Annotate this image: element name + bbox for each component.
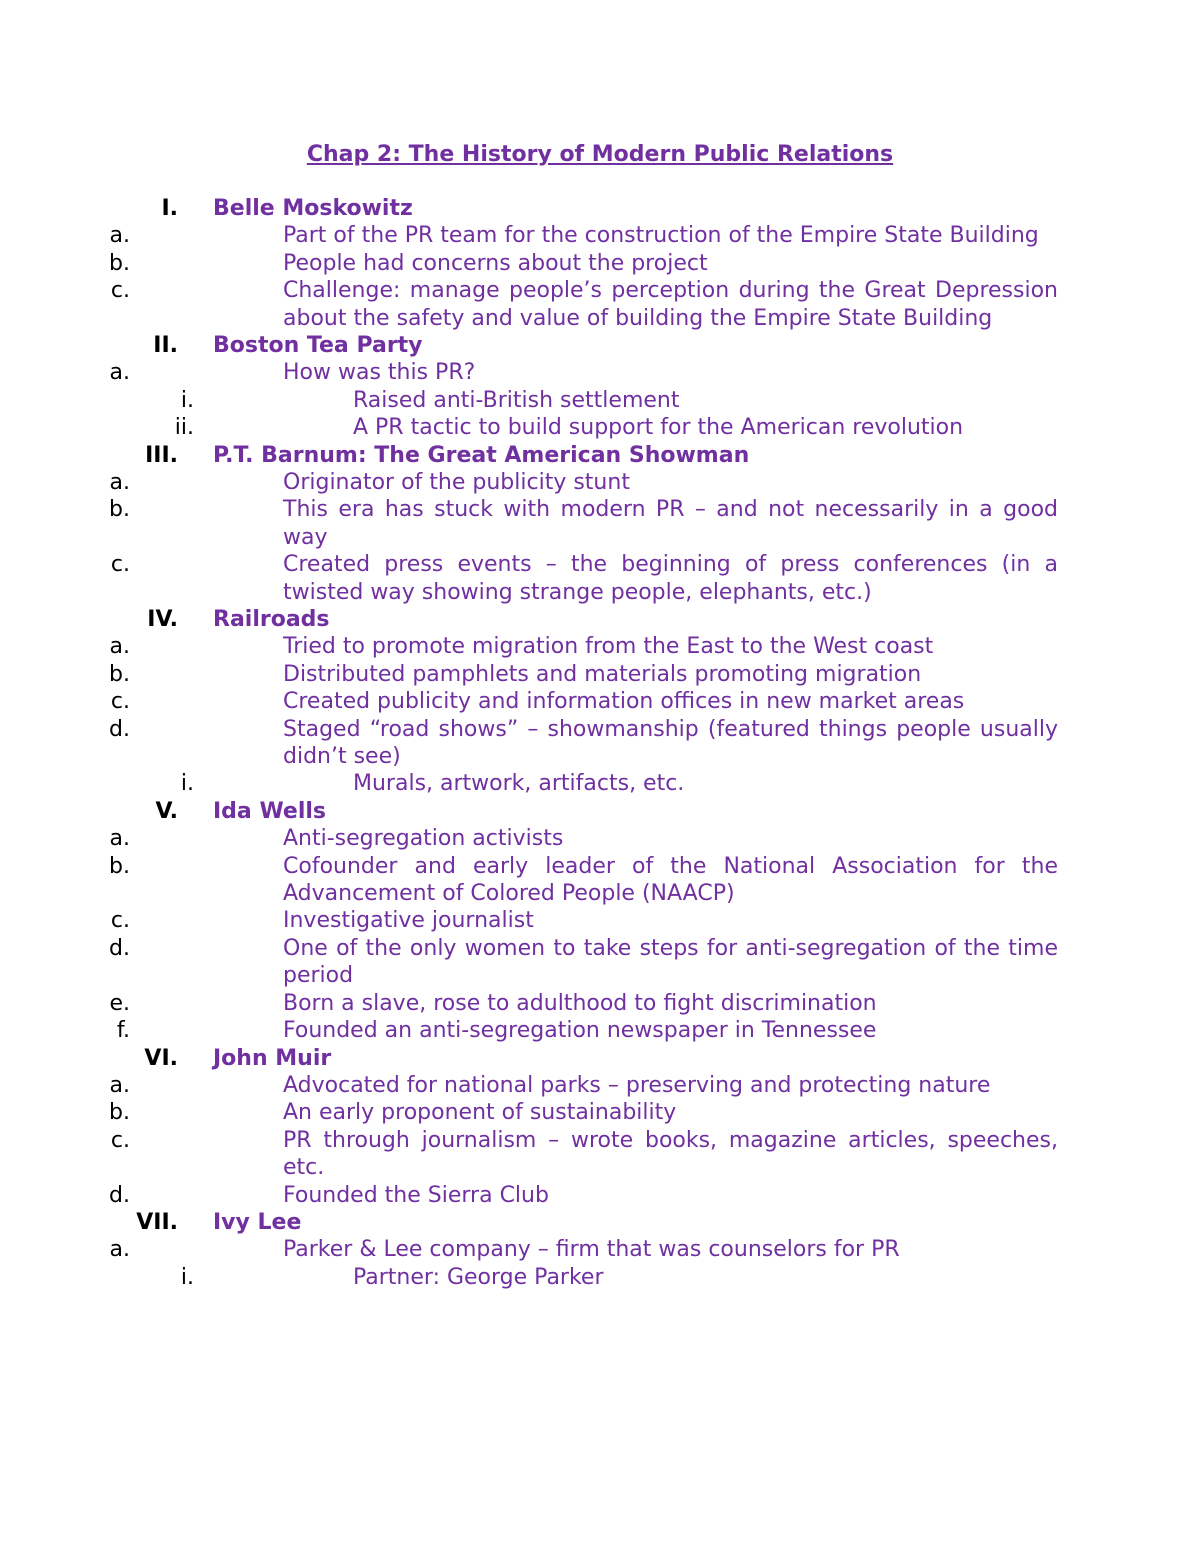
outline-item [0,1017,1058,1044]
subitem-label: i. [180,387,194,413]
outline-subitem [0,770,1058,797]
outline-item [0,935,1058,990]
item-label: d. [109,716,130,742]
section-heading [0,606,1200,633]
outline-item [0,633,1058,660]
item-text: Anti-segregation activists [283,826,564,852]
outline-item [0,990,1058,1017]
section-numeral: VII. [136,1209,178,1235]
section-numeral: I. [161,196,178,221]
section-title: Ivy Lee [213,1209,302,1235]
outline-subitem [0,387,1058,414]
item-text: Challenge: manage people’s perception during the Great Depression about the safety and value of building the Empire State Building [283,278,1058,331]
outline-subitem [0,414,1058,441]
item-text: Originator of the publicity stunt [283,470,630,496]
outline-section [0,798,1200,1045]
section-title: Boston Tea Party [213,333,423,359]
section-title: John Muir [213,1045,332,1071]
item-text: Distributed pamphlets and materials promoting migration [283,661,922,687]
outline-list [0,195,1200,1291]
item-text: Founded an anti-segregation newspaper in Tennessee [283,1018,877,1044]
outline-section [0,332,1200,442]
item-label: c. [110,1127,130,1153]
outline-item [0,1099,1058,1126]
item-label: c. [110,689,130,715]
section-heading [0,798,1200,825]
item-text: Cofounder and early leader of the National Association for the Advancement of Colored People (NAACP) [283,853,1058,907]
outline-section [0,442,1200,606]
outline-item [0,496,1058,551]
subitem-text: Partner: George Parker [353,1264,604,1290]
outline-item [0,1127,1058,1182]
section-heading [0,442,1200,469]
outline-item [0,661,1058,688]
item-text: One of the only women to take steps for anti-segregation of the time period [283,935,1058,989]
outline-item [0,688,1058,715]
section-title: P.T. Barnum: The Great American Showman [213,442,750,468]
item-label: c. [110,908,130,934]
item-text: Staged “road shows” – showmanship (featured things people usually didn’t see) [283,716,1058,770]
item-text: Created press events – the beginning of press conferences (in a twisted way showing strange people, elephants, etc.) [283,552,1058,605]
outline-item [0,825,1058,852]
subitem-label: i. [180,1264,194,1290]
item-label: d. [109,935,130,961]
item-text: Tried to promote migration from the East to the West coast [283,634,934,660]
item-label: b. [109,497,130,523]
section-numeral: IV. [147,607,178,633]
item-label: a. [109,360,130,386]
outline-item [0,907,1058,934]
section-title: Belle Moskowitz [213,196,413,221]
outline-item [0,716,1058,771]
outline-item [0,853,1058,908]
item-label: e. [109,990,130,1016]
item-label: a. [109,1072,130,1098]
outline-item [0,250,1058,277]
outline-item [0,1072,1058,1099]
outline-item [0,1236,1058,1263]
item-label: a. [109,826,130,852]
section-numeral: III. [145,442,178,468]
subitem-text: Murals, artwork, artifacts, etc. [353,771,685,797]
item-text: People had concerns about the project [283,250,708,276]
item-text: This era has stuck with modern PR – and not necessarily in a good way [283,497,1058,550]
outline-section [0,195,1200,332]
item-label: f. [116,1018,130,1044]
outline-section [0,1045,1200,1209]
item-text: Advocated for national parks – preserving and protecting nature [283,1072,991,1098]
item-label: b. [109,661,130,687]
outline-item [0,277,1058,332]
section-heading [0,1209,1200,1236]
subitem-label: ii. [174,415,194,441]
item-label: b. [109,853,130,879]
section-heading [0,1045,1200,1072]
subitem-text: A PR tactic to build support for the American revolution [353,415,964,441]
item-label: a. [109,1237,130,1263]
outline-item [0,359,1058,386]
item-text: PR through journalism – wrote books, magazine articles, speeches, etc. [283,1127,1058,1181]
item-label: d. [109,1182,130,1208]
item-text: Created publicity and information offices in new market areas [283,689,965,715]
outline-section [0,606,1200,798]
item-text: Born a slave, rose to adulthood to fight discrimination [283,990,877,1016]
item-text: Part of the PR team for the construction of the Empire State Building [283,223,1039,249]
item-label: a. [109,634,130,660]
item-label: c. [110,552,130,578]
section-numeral: V. [155,798,178,824]
item-label: a. [109,470,130,496]
outline-item [0,469,1058,496]
section-heading [0,195,1200,222]
item-label: b. [109,250,130,276]
outline-item [0,222,1058,249]
item-text: Parker & Lee company – firm that was counselors for PR [283,1237,900,1263]
item-label: c. [110,278,130,304]
section-numeral: II. [153,333,178,359]
outline-subitem [0,1264,1058,1291]
section-heading [0,332,1200,359]
item-text: An early proponent of sustainability [283,1100,677,1126]
item-text: Founded the Sierra Club [283,1182,549,1208]
outline-section [0,1209,1200,1291]
outline-item [0,1182,1058,1209]
subitem-label: i. [180,771,194,797]
subitem-text: Raised anti-British settlement [353,387,680,413]
section-title: Ida Wells [213,798,327,824]
item-text: How was this PR? [283,360,476,386]
item-label: b. [109,1100,130,1126]
item-label: a. [109,223,130,249]
section-title: Railroads [213,607,330,633]
page-title: Chap 2: The History of Modern Public Relations [306,142,894,167]
section-numeral: VI. [144,1045,178,1071]
outline-item [0,551,1058,606]
item-text: Investigative journalist [283,908,534,934]
